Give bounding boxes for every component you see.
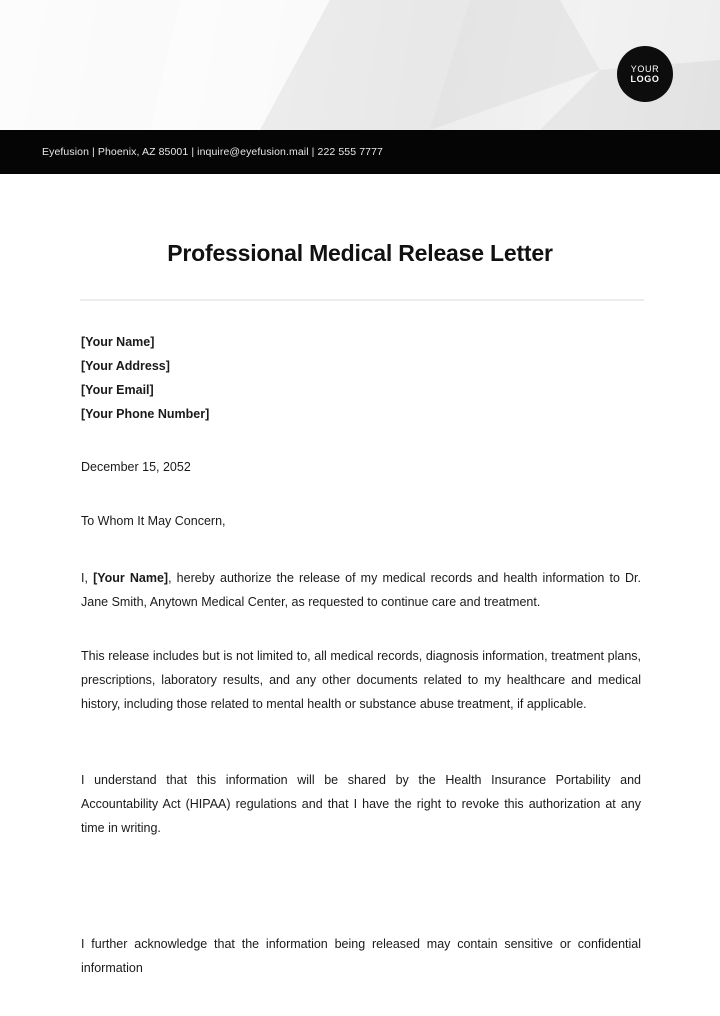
paragraph-authorization-prefix: I, [81,571,94,585]
letter-date: December 15, 2052 [81,460,191,474]
title-divider [80,299,644,301]
sender-address: [Your Address] [81,359,170,373]
header-geometric-pattern [0,0,720,130]
sender-name: [Your Name] [81,335,155,349]
sender-block [81,334,209,430]
contact-bar [0,130,720,174]
sender-email: [Your Email] [81,383,154,397]
paragraph-authorization-text: , hereby authorize the release of my medical records and health information to Dr. Jane Smith, Anytown Medical Center, as requested to continue care and treatment. [81,571,642,609]
salutation: To Whom It May Concern, [81,514,226,528]
logo-text-bottom: LOGO [630,74,660,84]
document-title: Professional Medical Release Letter [167,240,553,266]
paragraph-authorization-name: [Your Name] [93,571,169,585]
paragraph-acknowledgement: I further acknowledge that the information being released may contain sensitive or confidential information [81,937,641,975]
paragraph-hipaa: I understand that this information will be shared by the Health Insurance Portability and Accountability Act (HIPAA) regulations and that I have the right to revoke this authorization at any time in writing. [81,773,641,835]
paragraph-authorization [81,566,641,614]
sender-phone: [Your Phone Number] [81,407,210,421]
header-background [0,0,720,130]
company-logo [617,46,673,102]
logo-text-top: YOUR [630,64,660,74]
paragraph-scope: This release includes but is not limited to, all medical records, diagnosis information, treatment plans, prescriptions, laboratory results, and any other documents related to my healthcare and medical history, including those related to mental health or substance abuse treatment, if applicable. [81,649,641,711]
contact-info: Eyefusion | Phoenix, AZ 85001 | inquire@eyefusion.mail | 222 555 7777 [42,146,383,158]
